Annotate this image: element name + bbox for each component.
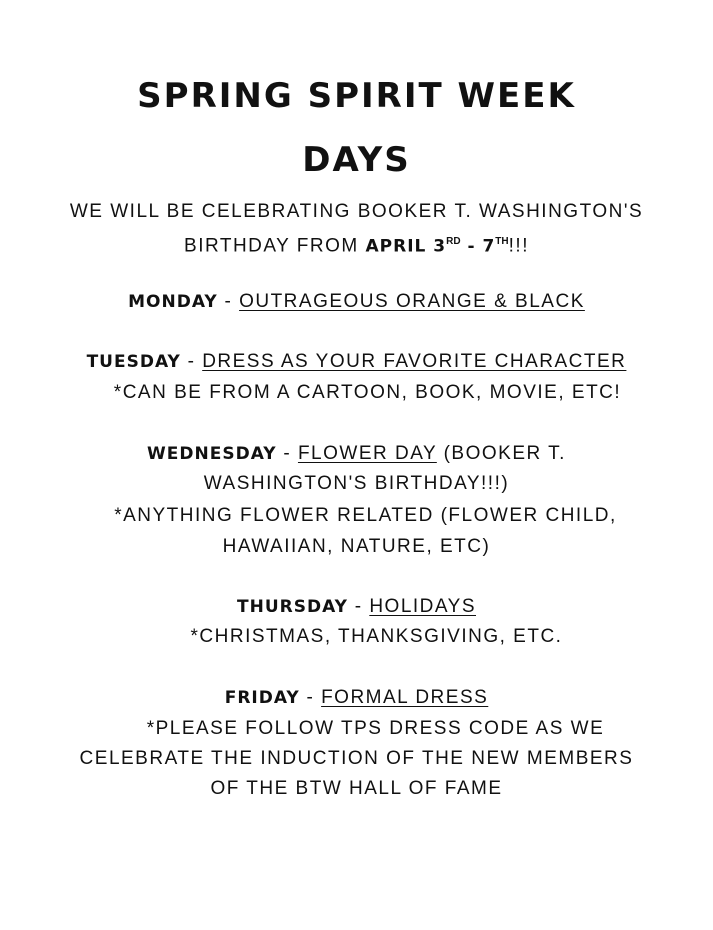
tuesday-day-name: TUESDAY [86, 352, 181, 372]
wednesday-day-name: WEDNESDAY [147, 444, 277, 464]
tuesday-line [0, 349, 713, 375]
wednesday-separator: - [276, 443, 298, 464]
thursday-day-name: THURSDAY [237, 597, 348, 617]
wednesday-note-1: *ANYTHING FLOWER RELATED (FLOWER CHILD, [114, 505, 617, 526]
friday-day-name: FRIDAY [224, 688, 300, 708]
thursday-separator: - [347, 596, 370, 617]
wednesday-theme: FLOWER DAY [297, 443, 437, 464]
thursday-line [0, 594, 713, 620]
intro-text: BIRTHDAY FROM [184, 235, 366, 257]
friday-theme: FORMAL DRESS [321, 687, 489, 708]
tuesday-note: *CAN BE FROM A CARTOON, BOOK, MOVIE, ETC! [113, 382, 622, 403]
date-end: - 7 [460, 236, 496, 257]
intro-exclaim: !!! [508, 235, 529, 257]
thursday-theme: HOLIDAYS [369, 596, 476, 617]
monday-day-name: MONDAY [128, 292, 218, 312]
date-end-suffix: TH [495, 236, 509, 247]
friday-note-2: CELEBRATE THE INDUCTION OF THE NEW MEMBERS [79, 748, 634, 769]
friday-note-3: OF THE BTW HALL OF FAME [210, 778, 503, 799]
monday-separator: - [217, 291, 240, 312]
date-start-suffix: RD [446, 236, 461, 247]
date-start: APRIL 3 [365, 236, 447, 257]
intro-line-2 [0, 229, 713, 259]
wednesday-line [0, 441, 713, 467]
monday-line [0, 289, 713, 315]
wednesday-line-2: WASHINGTON'S BIRTHDAY!!!) [203, 473, 510, 494]
tuesday-separator: - [180, 351, 203, 372]
friday-line [0, 685, 713, 711]
monday-theme: OUTRAGEOUS ORANGE & BLACK [239, 291, 585, 312]
intro-line-1: WE WILL BE CELEBRATING BOOKER T. WASHINGTON'S [69, 201, 644, 222]
thursday-note: *CHRISTMAS, THANKSGIVING, ETC. [190, 626, 563, 647]
wednesday-theme-suffix: (BOOKER T. [436, 443, 566, 464]
wednesday-note-2: HAWAIIAN, NATURE, ETC) [222, 536, 491, 557]
friday-note-1: *PLEASE FOLLOW TPS DRESS CODE AS WE [146, 718, 605, 739]
friday-separator: - [299, 687, 322, 708]
page-title-line-2: DAYS [302, 140, 411, 180]
page-title-line-1: SPRING SPIRIT WEEK [137, 76, 576, 116]
tuesday-theme: DRESS AS YOUR FAVORITE CHARACTER [202, 351, 627, 372]
